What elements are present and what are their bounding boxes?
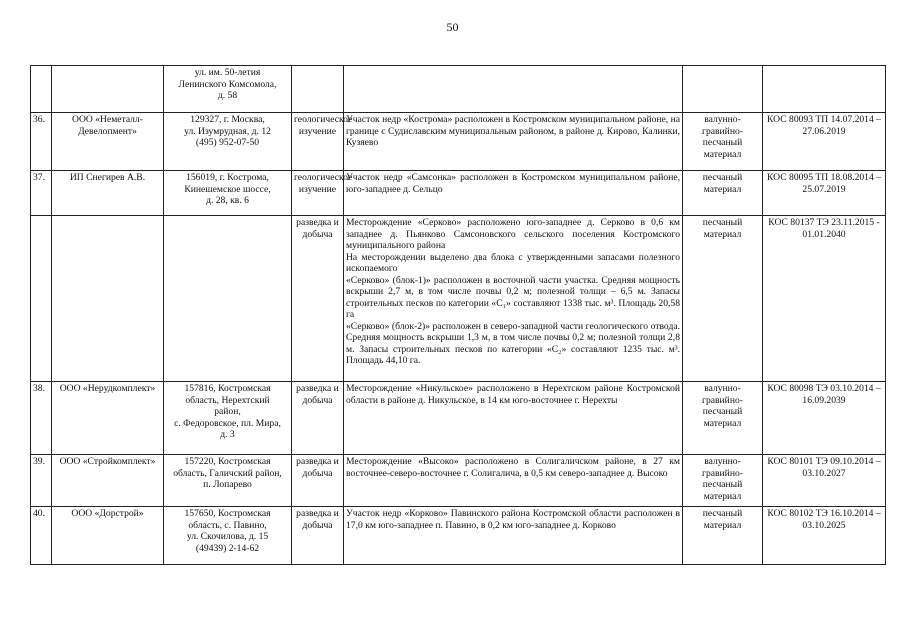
- address-line: область, Нерехтский: [185, 394, 270, 406]
- address-line: Кинешемское шоссе,: [184, 183, 271, 195]
- organization-name: ООО «Дорстрой»: [52, 507, 164, 565]
- organization-address: [164, 382, 292, 455]
- address-line: ул. Скочилова, д. 15: [186, 531, 269, 542]
- row-number: [31, 66, 52, 113]
- work-purpose: геологическое изучение: [292, 171, 344, 216]
- site-description: [344, 507, 683, 565]
- address-line: район,: [214, 406, 241, 417]
- mineral-type: валунно-гравийно-песчаный материал: [683, 382, 763, 455]
- organization-address: [164, 455, 292, 507]
- address-line: 156019, г. Кострома,: [186, 172, 269, 183]
- mineral-type: валунно-гравийно-песчаный материал: [683, 455, 763, 507]
- license-number: [763, 66, 886, 113]
- address-line: (495) 952-07-50: [195, 137, 260, 148]
- organization-name: ООО «Стройкомплект»: [52, 455, 164, 507]
- table-row: [31, 507, 886, 565]
- description-paragraph: «Серково» (блок-2)» расположен в северо-западной части геологического отвода. Средняя мощность вскрыши 1,3 м, в том числе почвы 0,2 м; полезной толщи 2,8 м. Запасы строительных песков по категории «C₂» составляют 1235 тыс. м³. Площадь 44,10 га.: [346, 320, 680, 366]
- organization-name: ООО «Нерудкомплект»: [52, 382, 164, 455]
- license-number: КОС 80137 ТЭ 23.11.2015 - 01.01.2040: [763, 216, 886, 382]
- description-paragraph: Участок недр «Самсонка» расположен в Костромском муниципальном районе, юго-западнее д. Сельцо: [346, 172, 680, 195]
- table-row: [31, 171, 886, 216]
- organization-name: [52, 66, 164, 113]
- table-row: [31, 66, 886, 113]
- work-purpose: разведка и добыча: [292, 216, 344, 382]
- row-number: 38.: [31, 382, 52, 455]
- description-paragraph: Месторождение «Высоко» расположено в Солигаличском районе, в 27 км восточнее-северо-восточнее г. Солигалича, в 0,5 км северо-западнее д. Высоко: [346, 456, 680, 479]
- description-paragraph: Участок недр «Кострома» расположен в Костромском муниципальном районе, на границе с Судиславским муниципальным районом, в районе д. Кирово, Калинки, Кузяево: [346, 114, 680, 148]
- work-purpose: разведка и добыча: [292, 382, 344, 455]
- address-line: д. 3: [220, 429, 235, 440]
- organization-name: ООО «Неметалл-Девелопмент»: [52, 113, 164, 171]
- address-line: 157816, Костромская: [184, 383, 271, 394]
- address-line: д. 58: [217, 90, 238, 101]
- address-line: д. 28, кв. 6: [206, 195, 249, 206]
- site-description: [344, 113, 683, 171]
- mineral-type: песчаный материал: [683, 216, 763, 382]
- work-purpose: [292, 66, 344, 113]
- address-line: ул. Изумрудная, д. 12: [184, 125, 271, 137]
- license-number: КОС 80101 ТЭ 09.10.2014 – 03.10.2027: [763, 455, 886, 507]
- organization-name: [52, 216, 164, 382]
- description-paragraph: Месторождение «Никульское» расположено в Нерехтском районе Костромской области в районе д. Никульское, в 14 км юго-восточнее г. Нерехты: [346, 383, 680, 406]
- site-description: [344, 216, 683, 382]
- licenses-table: [30, 65, 886, 565]
- license-number: КОС 80093 ТП 14.07.2014 – 27.06.2019: [763, 113, 886, 171]
- license-number: КОС 80095 ТП 18.08.2014 – 25.07.2019: [763, 171, 886, 216]
- site-description: [344, 455, 683, 507]
- organization-address: [164, 507, 292, 565]
- organization-address: [164, 113, 292, 171]
- address-line: 157650, Костромская: [184, 508, 271, 519]
- table-row: [31, 382, 886, 455]
- work-purpose: геологическое изучение: [292, 113, 344, 171]
- address-line: 129327, г. Москва,: [190, 114, 265, 125]
- description-paragraph: Участок недр «Корково» Павинского района Костромской области расположен в 17,0 км юго-западнее п. Павино, в 0,2 км юго-западнее д. Корково: [346, 508, 680, 531]
- page-number: 50: [446, 20, 459, 34]
- work-purpose: разведка и добыча: [292, 507, 344, 565]
- table-body: [31, 66, 886, 565]
- work-purpose: разведка и добыча: [292, 455, 344, 507]
- address-line: область, Галичский район,: [173, 467, 282, 479]
- address-line: область, с. Павино,: [188, 519, 267, 531]
- table-row: [31, 216, 886, 382]
- mineral-type: песчаный материал: [683, 171, 763, 216]
- mineral-type: песчаный материал: [683, 507, 763, 565]
- mineral-type: валунно-гравийно-песчаный материал: [683, 113, 763, 171]
- address-line: 157220, Костромская: [184, 456, 271, 467]
- row-number: 39.: [31, 455, 52, 507]
- description-paragraph: «Серково» (блок-1)» расположен в восточной части участка. Средняя мощность вскрыши 2,7 м, в том числе почвы 0,2 м; полезной толщи – 6,5 м. Запасы строительных песков по категории «C₁» составляют 1338 тыс. м³. Площадь 20,58 га: [346, 274, 680, 320]
- license-number: КОС 80098 ТЭ 03.10.2014 – 16.09.2039: [763, 382, 886, 455]
- row-number: 37.: [31, 171, 52, 216]
- mineral-type: [683, 66, 763, 113]
- address-line: с. Федоровское, пл. Мира,: [174, 417, 281, 429]
- description-paragraph: На месторождении выделено два блока с утвержденными запасами полезного ископаемого: [346, 251, 680, 274]
- site-description: [344, 171, 683, 216]
- address-line: Ленинского Комсомола,: [178, 78, 277, 90]
- table-row: [31, 455, 886, 507]
- site-description: [344, 382, 683, 455]
- row-number: 40.: [31, 507, 52, 565]
- table-row: [31, 113, 886, 171]
- organization-address: [164, 66, 292, 113]
- description-paragraph: Месторождение «Серково» расположено юго-западнее д. Серково в 0,6 км западнее д. Пьянково Самсоновского сельского поселения Костромского муниципального района: [346, 217, 680, 251]
- site-description: [344, 66, 683, 113]
- license-number: КОС 80102 ТЭ 16.10.2014 – 03.10.2025: [763, 507, 886, 565]
- row-number: [31, 216, 52, 382]
- row-number: 36.: [31, 113, 52, 171]
- organization-address: [164, 171, 292, 216]
- address-line: п. Лопарево: [203, 479, 252, 490]
- organization-address: [164, 216, 292, 382]
- organization-name: ИП Снегирев А.В.: [52, 171, 164, 216]
- address-line: ул. им. 50-летия: [194, 67, 261, 78]
- address-line: (49439) 2-14-62: [195, 542, 260, 554]
